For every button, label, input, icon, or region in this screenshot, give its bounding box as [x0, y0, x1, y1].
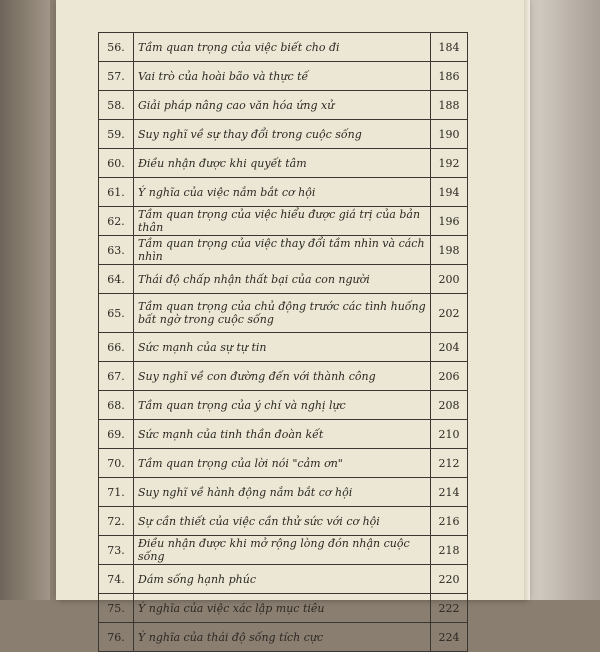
toc-entry-page: 188: [431, 91, 468, 120]
toc-entry-title: Điều nhận được khi quyết tâm: [134, 149, 431, 178]
toc-entry-number: 61.: [99, 178, 134, 207]
toc-entry-number: 56.: [99, 33, 134, 62]
toc-entry-number: 71.: [99, 478, 134, 507]
toc-entry-title: Sự cần thiết của việc cần thử sức với cơ hội: [134, 507, 431, 536]
toc-entry-page: 198: [431, 236, 468, 265]
table-row: [99, 149, 468, 178]
toc-entry-page: 206: [431, 362, 468, 391]
toc-entry-number: 63.: [99, 236, 134, 265]
toc-entry-number: 75.: [99, 594, 134, 623]
table-row: [99, 333, 468, 362]
toc-entry-number: 62.: [99, 207, 134, 236]
toc-entry-number: 70.: [99, 449, 134, 478]
table-row: [99, 178, 468, 207]
toc-entry-title: Ý nghĩa của thái độ sống tích cực: [134, 623, 431, 652]
toc-entry-title: Suy nghĩ về sự thay đổi trong cuộc sống: [134, 120, 431, 149]
toc-entry-title: Sức mạnh của sự tự tin: [134, 333, 431, 362]
toc-entry-page: 204: [431, 333, 468, 362]
table-row: [99, 507, 468, 536]
table-row: [99, 91, 468, 120]
table-row: [99, 391, 468, 420]
toc-entry-number: 65.: [99, 294, 134, 333]
toc-entry-page: 210: [431, 420, 468, 449]
table-row: [99, 565, 468, 594]
table-row: [99, 536, 468, 565]
table-row: [99, 478, 468, 507]
toc-entry-title: Suy nghĩ về hành động nắm bắt cơ hội: [134, 478, 431, 507]
toc-entry-page: 208: [431, 391, 468, 420]
toc-entry-title: Suy nghĩ về con đường đến với thành công: [134, 362, 431, 391]
toc-entry-page: 196: [431, 207, 468, 236]
toc-entry-page: 220: [431, 565, 468, 594]
toc-entry-page: 194: [431, 178, 468, 207]
table-of-contents: [98, 32, 468, 652]
toc-entry-page: 218: [431, 536, 468, 565]
toc-entry-number: 67.: [99, 362, 134, 391]
toc-body: [99, 33, 468, 652]
toc-entry-page: 212: [431, 449, 468, 478]
toc-entry-title: Tầm quan trọng của việc thay đổi tầm nhìn và cách nhìn: [134, 236, 431, 265]
toc-entry-page: 190: [431, 120, 468, 149]
table-row: [99, 62, 468, 91]
toc-entry-number: 64.: [99, 265, 134, 294]
table-row: [99, 623, 468, 652]
toc-entry-title: Tầm quan trọng của việc hiểu được giá trị của bản thân: [134, 207, 431, 236]
toc-entry-page: 216: [431, 507, 468, 536]
toc-entry-page: 192: [431, 149, 468, 178]
toc-entry-page: 200: [431, 265, 468, 294]
toc-entry-number: 73.: [99, 536, 134, 565]
toc-entry-page: 222: [431, 594, 468, 623]
table-row: [99, 294, 468, 333]
table-row: [99, 33, 468, 62]
toc-entry-title: Dám sống hạnh phúc: [134, 565, 431, 594]
table-row: [99, 236, 468, 265]
toc-entry-title: Tầm quan trọng của chủ động trước các tình huống bất ngờ trong cuộc sống: [134, 294, 431, 333]
toc-entry-number: 60.: [99, 149, 134, 178]
toc-entry-page: 184: [431, 33, 468, 62]
toc-entry-number: 69.: [99, 420, 134, 449]
toc-entry-title: Thái độ chấp nhận thất bại của con người: [134, 265, 431, 294]
toc-entry-number: 66.: [99, 333, 134, 362]
toc-entry-title: Tầm quan trọng của ý chí và nghị lực: [134, 391, 431, 420]
toc-entry-number: 59.: [99, 120, 134, 149]
table-row: [99, 265, 468, 294]
toc-entry-title: Sức mạnh của tinh thần đoàn kết: [134, 420, 431, 449]
table-row: [99, 594, 468, 623]
toc-entry-number: 76.: [99, 623, 134, 652]
table-row: [99, 449, 468, 478]
toc-entry-page: 202: [431, 294, 468, 333]
page-edge: [524, 0, 530, 600]
toc-entry-title: Điều nhận được khi mở rộng lòng đón nhận cuộc sống: [134, 536, 431, 565]
toc-entry-title: Vai trò của hoài bão và thực tế: [134, 62, 431, 91]
toc-entry-number: 74.: [99, 565, 134, 594]
toc-entry-title: Tầm quan trọng của việc biết cho đi: [134, 33, 431, 62]
table-row: [99, 207, 468, 236]
toc-entry-number: 72.: [99, 507, 134, 536]
table-row: [99, 120, 468, 149]
toc-entry-page: 224: [431, 623, 468, 652]
table-row: [99, 420, 468, 449]
toc-entry-number: 57.: [99, 62, 134, 91]
table-row: [99, 362, 468, 391]
toc-entry-title: Tầm quan trọng của lời nói "cảm ơn": [134, 449, 431, 478]
toc-entry-number: 68.: [99, 391, 134, 420]
toc-entry-number: 58.: [99, 91, 134, 120]
toc-entry-title: Ý nghĩa của việc nắm bắt cơ hội: [134, 178, 431, 207]
background-left: [0, 0, 50, 600]
toc-entry-page: 214: [431, 478, 468, 507]
toc-entry-title: Ý nghĩa của việc xác lập mục tiêu: [134, 594, 431, 623]
toc-entry-title: Giải pháp nâng cao văn hóa ứng xử: [134, 91, 431, 120]
toc-entry-page: 186: [431, 62, 468, 91]
